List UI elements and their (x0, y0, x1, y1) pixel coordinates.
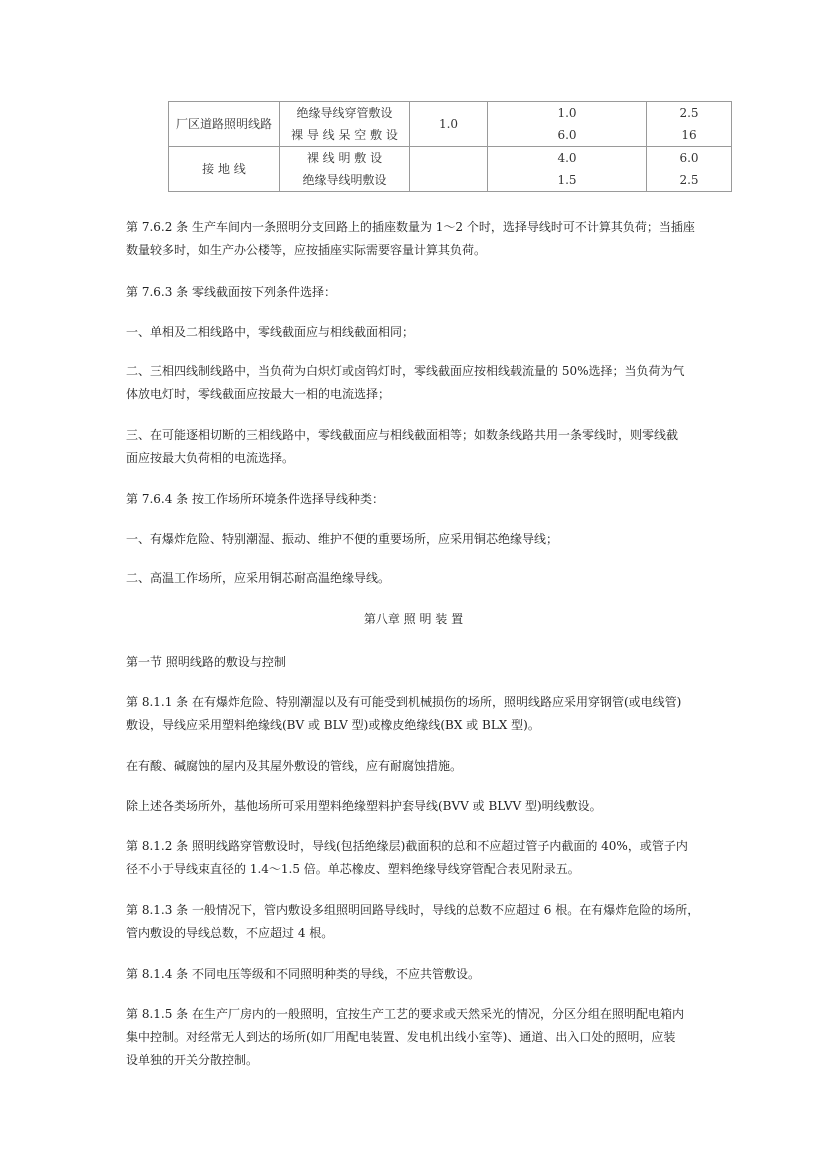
text-line: 第 8.1.2 条 照明线路穿管敷设时，导线(包括绝缘层)截面积的总和不应超过管子内截面的 40%，或管子内 (126, 839, 688, 853)
table-cell-value: 1.0 (410, 102, 488, 147)
list-item (126, 424, 706, 470)
list-item: 二、高温工作场所，应采用铜芯耐高温绝缘导线。 (126, 571, 391, 585)
value-line: 6.0 (679, 151, 699, 165)
table-cell-methods (280, 147, 410, 192)
list-item (126, 360, 706, 406)
value-line: 2.5 (679, 106, 699, 120)
value-line: 6.0 (557, 128, 577, 142)
text-line: 敷设，导线应采用塑料绝缘线(BV 或 BLV 型)或橡皮绝缘线(BX 或 BLX 型)。 (126, 718, 540, 732)
chapter-heading: 第八章 照 明 装 置 (363, 612, 464, 626)
paragraph: 在有酸、碱腐蚀的屋内及其屋外敷设的管线，应有耐腐蚀措施。 (126, 759, 463, 773)
section-heading: 第一节 照明线路的敷设与控制 (126, 655, 286, 669)
list-item: 一、单相及二相线路中，零线截面应与相线截面相同； (126, 325, 415, 339)
value-line: 16 (681, 128, 697, 142)
text-line: 第 8.1.1 条 在有爆炸危险、特别潮湿以及有可能受到机械损伤的场所，照明线路应采用穿钢管(或电线管) (126, 695, 682, 709)
table-row (169, 102, 732, 147)
paragraph-8-1-2 (126, 835, 706, 881)
paragraph-8-1-5 (126, 1003, 706, 1072)
text-line: 径不小于导线束直径的 1.4～1.5 倍。单芯橡皮、塑料绝缘导线穿管配合表见附录五。 (126, 862, 580, 876)
table-row (169, 147, 732, 192)
wire-spec-table (168, 101, 732, 192)
method-line: 裸 导 线 呆 空 敷 设 (291, 128, 398, 142)
method-line: 裸 线 明 敷 设 (306, 151, 383, 165)
table-cell-name: 接 地 线 (169, 147, 280, 192)
table-cell-value (488, 147, 647, 192)
text-line: 管内敷设的导线总数，不应超过 4 根。 (126, 926, 334, 940)
paragraph: 除上述各类场所外，基他场所可采用塑料绝缘塑料护套导线(BVV 或 BLVV 型)明线敷设。 (126, 799, 602, 813)
paragraph-8-1-4: 第 8.1.4 条 不同电压等级和不同照明种类的导线，不应共管敷设。 (126, 967, 480, 981)
value-line: 1.5 (557, 173, 577, 187)
paragraph-7-6-4: 第 7.6.4 条 按工作场所环境条件选择导线种类： (126, 492, 384, 506)
method-line: 绝缘导线穿管敷设 (296, 106, 393, 120)
table-cell-value (647, 147, 732, 192)
table-cell-name: 厂区道路照明线路 (169, 102, 280, 147)
value-line: 1.0 (557, 106, 577, 120)
value-line: 2.5 (679, 173, 699, 187)
table-cell-value (410, 147, 488, 192)
text-line: 设单独的开关分散控制。 (126, 1053, 259, 1067)
text-line: 二、三相四线制线路中，当负荷为白炽灯或卤钨灯时，零线截面应按相线载流量的 50%选择；当负荷为气 (126, 364, 685, 378)
table-cell-value (647, 102, 732, 147)
text-line: 第 8.1.5 条 在生产厂房内的一般照明，宜按生产工艺的要求或天然采光的情况，分区分组在照明配电箱内 (126, 1007, 684, 1021)
paragraph-7-6-3: 第 7.6.3 条 零线截面按下列条件选择： (126, 285, 336, 299)
table-cell-value (488, 102, 647, 147)
text-line: 三、在可能逐相切断的三相线路中，零线截面应与相线截面相等；如数条线路共用一条零线时，则零线截 (126, 428, 679, 442)
text-line: 数量较多时，如生产办公楼等，应按插座实际需要容量计算其负荷。 (126, 243, 487, 257)
paragraph-8-1-3 (126, 899, 706, 945)
list-item: 一、有爆炸危险、特别潮湿、振动、维护不便的重要场所，应采用铜芯绝缘导线； (126, 532, 559, 546)
method-line: 绝缘导线明敷设 (302, 173, 387, 187)
text-line: 第 7.6.2 条 生产车间内一条照明分支回路上的插座数量为 1～2 个时，选择导线时可不计算其负荷；当插座 (126, 220, 695, 234)
paragraph-7-6-2 (126, 216, 706, 262)
table-cell-methods (280, 102, 410, 147)
text-line: 体放电灯时，零线截面应按最大一相的电流选择； (126, 387, 391, 401)
text-line: 面应按最大负荷相的电流选择。 (126, 451, 295, 465)
text-line: 集中控制。对经常无人到达的场所(如厂用配电装置、发电机出线小室等)、通道、出入口处的照明，应装 (126, 1030, 676, 1044)
text-line: 第 8.1.3 条 一般情况下，管内敷设多组照明回路导线时，导线的总数不应超过 6 根。在有爆炸危险的场所， (126, 903, 700, 917)
paragraph-8-1-1 (126, 691, 706, 737)
value-line: 4.0 (557, 151, 577, 165)
